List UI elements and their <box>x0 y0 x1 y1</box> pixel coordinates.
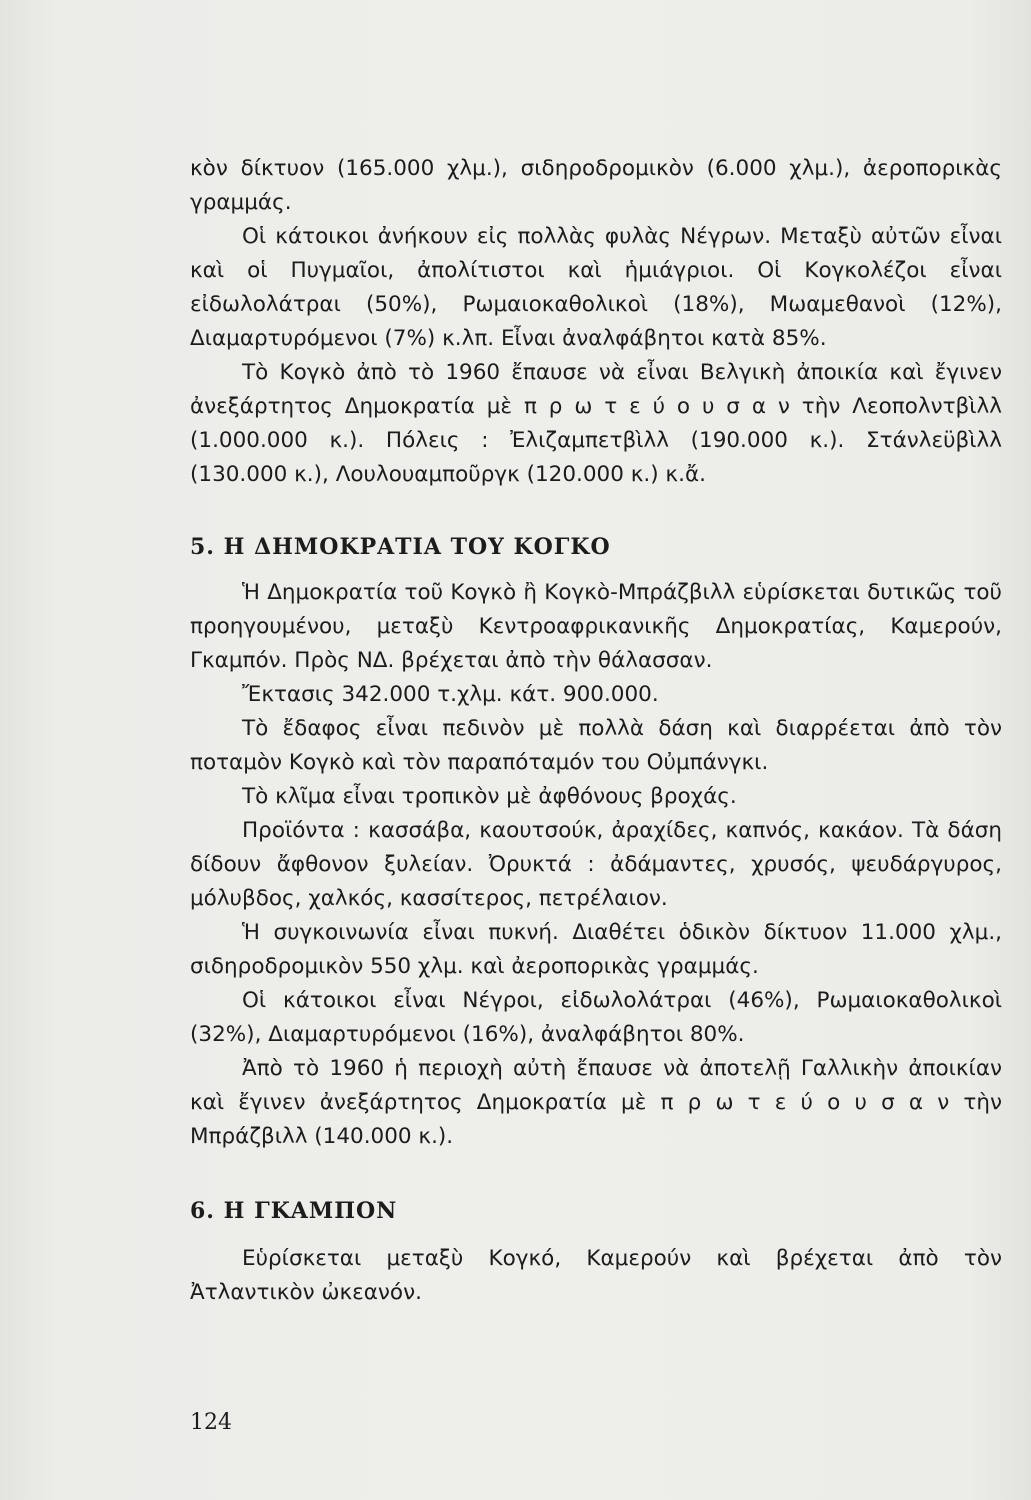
page-number: 124 <box>190 1410 232 1435</box>
section-heading-5: 5. Η ΔΗΜΟΚΡΑΤΙΑ ΤΟΥ ΚΟΓΚΟ <box>190 534 611 560</box>
paragraph-inhabitants: Οἱ κάτοικοι ἀνήκουν εἰς πολλὰς φυλὰς Νέγρων. Μεταξὺ αὐτῶν εἶναι καὶ οἱ Πυγμαῖοι, ἀπολίτιστοι καὶ ἡμιάγριοι. Οἱ Κογκολέζοι εἶναι εἰδωλολάτραι (50%), Ρωμαιοκαθολικοὶ (18%), Μωαμεθανοὶ (12%), Διαμαρτυρόμενοι (7%) κ.λπ. Εἶναι ἀναλφάβητοι κατὰ 85%. <box>190 224 1002 351</box>
paragraph: Εὑρίσκεται μεταξὺ Κογκό, Καμερούν καὶ βρέχεται ἀπὸ τὸν Ἀτλαντικὸν ὠκεανόν. <box>190 1246 1002 1305</box>
paragraph: Προϊόντα : κασσάβα, καουτσούκ, ἀραχίδες, καπνός, κακάον. Τὰ δάση δίδουν ἄφθονον ξυλείαν. Ὀρυκτά : ἀδάμαντες, χρυσός, ψευδάργυρος, μόλυβδος, χαλκός, κασσίτερος, πετρέλαιον. <box>190 818 1002 911</box>
paragraph: Ἡ συγκοινωνία εἶναι πυκνή. Διαθέτει ὁδικὸν δίκτυον 11.000 χλμ., σιδηροδρομικὸν 550 χλμ. καὶ ἀεροπορικὰς γραμμάς. <box>190 920 1002 979</box>
page-text <box>190 152 1002 1310</box>
section-heading-6: 6. Η ΓΚΑΜΠΟΝ <box>190 1198 398 1224</box>
paragraph: Ἡ Δημοκρατία τοῦ Κογκὸ ἢ Κογκὸ-Μπράζβιλλ εὑρίσκεται δυτικῶς τοῦ προηγουμένου, μεταξὺ Κεντροαφρικανικῆς Δημοκρατίας, Καμερούν, Γκαμπόν. Πρὸς ΝΔ. βρέχεται ἀπὸ τὴν θάλασσαν. <box>190 580 1002 673</box>
paragraph: Ἀπὸ τὸ 1960 ἡ περιοχὴ αὐτὴ ἔπαυσε νὰ ἀποτελῇ Γαλλικὴν ἀποικίαν καὶ ἔγινεν ἀνεξάρτητος Δημοκρατία μὲ π ρ ω τ ε ύ ο υ σ α ν τὴν Μπράζβιλλ (140.000 κ.). <box>190 1056 1002 1149</box>
paragraph: Τὸ κλῖμα εἶναι τροπικὸν μὲ ἀφθόνους βροχάς. <box>242 784 737 809</box>
paragraph: Οἱ κάτοικοι εἶναι Νέγροι, εἰδωλολάτραι (46%), Ρωμαιοκαθολικοὶ (32%), Διαμαρτυρόμενοι (16%), ἀναλφάβητοι 80%. <box>190 988 1002 1047</box>
paragraph-continued: κὸν δίκτυον (165.000 χλμ.), σιδηροδρομικὸν (6.000 χλμ.), ἀεροπορικὰς γραμμάς. <box>190 156 1002 215</box>
paragraph: Τὸ ἔδαφος εἶναι πεδινὸν μὲ πολλὰ δάση καὶ διαρρέεται ἀπὸ τὸν ποταμὸν Κογκὸ καὶ τὸν παραπόταμόν του Οὐμπάνγκι. <box>190 716 1002 775</box>
paragraph-independence: Τὸ Κογκὸ ἀπὸ τὸ 1960 ἔπαυσε νὰ εἶναι Βελγικὴ ἀποικία καὶ ἔγινεν ἀνεξάρτητος Δημοκρατία μὲ π ρ ω τ ε ύ ο υ σ α ν τὴν Λεοπολντβὶλλ (1.000.000 κ.). Πόλεις : Ἐλιζαμπετβὶλλ (190.000 κ.). Στάνλεϋβὶλλ (130.000 κ.), Λουλουαμποῦργκ (120.000 κ.) κ.ἄ. <box>190 360 1002 487</box>
paragraph: Ἔκτασις 342.000 τ.χλμ. κάτ. 900.000. <box>242 682 659 707</box>
